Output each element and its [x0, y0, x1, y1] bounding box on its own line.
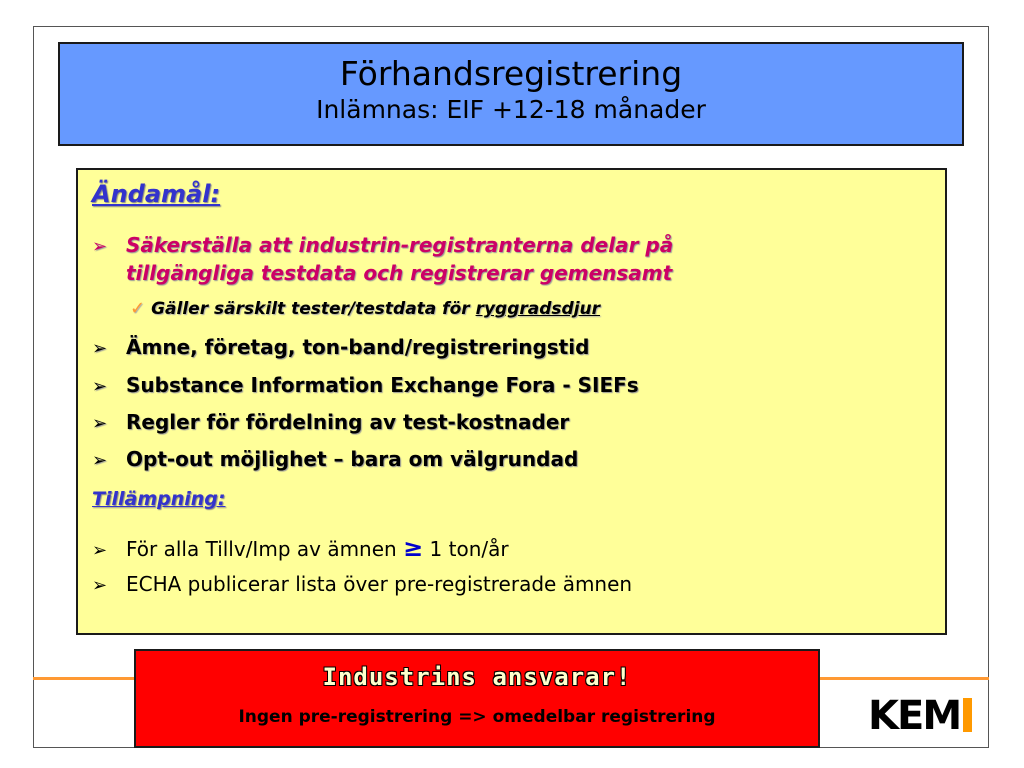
responsibility-title: Industrins ansvarar!: [322, 663, 632, 691]
slide-subtitle: Inlämnas: EIF +12-18 månader: [316, 95, 706, 124]
slide-title: Förhandsregistrering: [339, 54, 683, 93]
list-item: [92, 447, 578, 471]
purpose-heading: Ändamål:: [92, 180, 221, 208]
list-item: [92, 335, 589, 359]
list-item: [92, 410, 569, 434]
geq-symbol: ≥: [403, 534, 424, 562]
arrow-bullet-icon: ➢: [92, 450, 108, 471]
logo-bar-icon: [963, 698, 972, 732]
list-item: [92, 572, 632, 596]
apply-item-text: ECHA publicerar lista över pre-registrerade ämnen: [126, 572, 633, 596]
list-item: [92, 534, 509, 562]
list-item: [130, 298, 600, 319]
arrow-bullet-icon: ➢: [92, 575, 108, 596]
arrow-bullet-icon: ➢: [92, 413, 108, 434]
purpose-item-line1: Säkerställa att industrin-registranterna delar på: [126, 233, 674, 257]
title-box: [58, 42, 964, 146]
apply-item-before: För alla Tillv/Imp av ämnen: [126, 537, 404, 561]
kemi-logo: [868, 694, 972, 738]
purpose-item-text: Regler för fördelning av test-kostnader: [126, 410, 570, 434]
purpose-item-text: Ämne, företag, ton-band/registreringstid: [126, 335, 590, 359]
content-box: [76, 168, 947, 635]
apply-heading: Tillämpning:: [92, 488, 226, 510]
apply-item-after: 1 ton/år: [423, 537, 509, 561]
arrow-bullet-icon: ➢: [92, 376, 108, 397]
logo-text: KEM: [868, 693, 961, 739]
checkmark-icon: ✓: [130, 298, 146, 319]
purpose-item-line2: tillgängliga testdata och registrerar gemensamt: [126, 261, 673, 285]
arrow-bullet-icon: ➢: [92, 540, 108, 561]
responsibility-subtitle: Ingen pre-registrering => omedelbar registrering: [238, 707, 716, 727]
sub-item-underlined: ryggradsdjur: [475, 299, 601, 319]
responsibility-box: [134, 649, 820, 748]
arrow-bullet-icon: ➢: [92, 236, 108, 257]
purpose-item-text: Opt-out möjlighet – bara om välgrundad: [126, 447, 579, 471]
sub-item-text: Gäller särskilt tester/testdata för: [151, 299, 476, 319]
purpose-item-text: Substance Information Exchange Fora - SIEFs: [126, 373, 639, 397]
list-item: [92, 232, 673, 260]
arrow-bullet-icon: ➢: [92, 338, 108, 359]
list-item: [92, 373, 639, 397]
